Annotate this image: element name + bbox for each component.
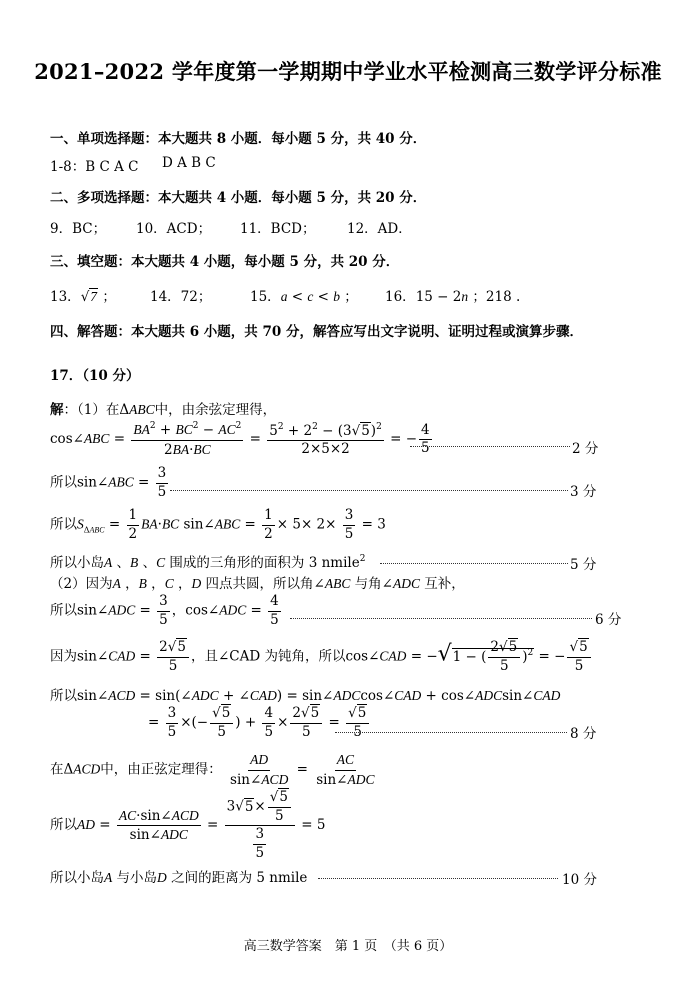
section-4-heading: 四、解答题：本大题共 6 小题，共 70 分，解答应写出文字说明、证明过程或演算步骤． (50, 324, 583, 340)
part2-end: 互补， (424, 576, 465, 592)
answer-q9: 9．BC； (50, 221, 107, 237)
part2-mid: 四点共圆，所以角 (205, 576, 314, 592)
score-6: 6 分 (595, 612, 622, 628)
answer-q12: 12．AD． (347, 221, 412, 237)
area-formula: 所以$S_{\Delta ABC}$ = $\frac{1}{2}$ BA·BC sin∠ABC = $\frac{1}{2}$ × 5× 2× $\frac{3}{5}$ = 3 (50, 507, 386, 542)
dot-leader (335, 732, 567, 733)
sin-acd-expansion: 所以sin∠ACD = sin(∠ADC + ∠CAD) = sin∠ADCcos∠CAD + cos∠ADCsin∠CAD (50, 688, 561, 704)
page-footer: 高三数学答案 第 1 页 （共 6 页） (243, 939, 453, 954)
section-1-answers-a: 1-8：B C A C (50, 159, 139, 175)
so-label: 所以 (50, 817, 77, 834)
part1-intro-tail: 中，由余弦定理得， (154, 402, 277, 418)
distance-tail: 之间的距离为 5 nmile (171, 870, 308, 886)
part1-intro-text: ：（1）在 (63, 402, 120, 418)
sin-cos-adc: 所以sin∠ADC = $\frac{3}{5}$ ，cos∠ADC = $\frac{4}{5}$ (50, 593, 279, 628)
dot-leader (290, 618, 592, 619)
because-label: 因为 (50, 648, 77, 665)
in-label: 在 (50, 761, 64, 778)
so-label: 所以 (50, 516, 77, 533)
q15-label: 15． (250, 289, 281, 305)
answer-q15: 15．a < c < b ； (250, 289, 358, 305)
answer-q11: 11．BCD； (240, 221, 316, 237)
cos-abc-formula: cos∠ABC = $\frac{BA^2 + BC^2 - AC^2}{2BA\cdot BC}$ = $\frac{5^2 + 2^2 - (3√5)^2}{2\times 5\times 2}$ = − $\frac{4}{5}$ (50, 421, 430, 458)
section-1-answers-b: D A B C (162, 155, 216, 171)
section-3-heading: 三、填空题：本大题共 4 小题，每小题 5 分，共 20 分． (50, 254, 400, 270)
ad-computation: 所以AD = $\frac{\text{AC·sin∠ACD}}{\text{sin∠ADC}}$ = 3√5× $\frac{√5}{5}$ $\frac{3}{5}$ = 5 (50, 789, 326, 861)
score-5: 5 分 (570, 557, 597, 573)
so-label: 所以 (50, 602, 77, 619)
dot-leader (318, 878, 558, 879)
area-sentence-head: 所以小岛 (50, 555, 104, 571)
distance-head: 所以小岛 (50, 870, 104, 886)
distance-sentence: 所以小岛A 与小岛D 之间的距离为 5 nmile (50, 870, 308, 886)
score-2: 2 分 (572, 441, 599, 457)
sine-law: 在ΔACD中，由正弦定理得： $\frac{AD}{\text{sin∠ACD}}$ = $\frac{AC}{\text{sin∠ADC}}$ (50, 752, 375, 788)
sin-acd-value: = $\frac{3}{5}$ ×(− $\frac{√5}{5}$ ) + $\frac{4}{5}$ × $\frac{2√5}{5}$ = $\frac{√5}{5}$ (148, 706, 371, 740)
answer-q13: 13．√7 ； (50, 289, 116, 305)
sin-abc: 所以sin∠ABC = $\frac{3}{5}$ (50, 465, 167, 500)
section-1-heading: 一、单项选择题：本大题共 8 小题．每小题 5 分，共 40 分． (50, 131, 427, 147)
solution-label: 解 (50, 402, 64, 418)
part2-mid2: 与角 (354, 576, 382, 592)
dot-leader (380, 563, 568, 564)
so-label: 所以 (50, 474, 77, 491)
cad-values: 因为sin∠CAD = $\frac{2√5}{5}$ ，且∠CAD 为钝角，所以cos∠CAD = −√1 − ( $\frac{2√5}{5}$ )$^2$ = − $\frac{√5}{5}$ (50, 640, 593, 674)
q13-label: 13． (50, 289, 81, 305)
q16-label: 16． (385, 289, 416, 305)
so-label: 所以 (50, 688, 77, 704)
q17-part1-intro: 解：（1）在ΔABC中，由余弦定理得， (50, 402, 277, 418)
score-8: 8 分 (570, 726, 597, 742)
page-title: 2021–2022 学年度第一学期期中学业水平检测高三数学评分标准 (34, 59, 662, 84)
score-10: 10 分 (562, 872, 597, 888)
dot-leader (170, 490, 568, 491)
q17-heading: 17．（10 分） (50, 368, 140, 384)
part2-statement: （2）因为A ，B ，C ，D 四点共圆，所以角∠ABC 与角∠ADC 互补， (50, 576, 465, 592)
area-sentence-tail: 围成的三角形的面积为 3 nmile (169, 555, 360, 571)
section-2-heading: 二、多项选择题：本大题共 4 小题．每小题 5 分，共 20 分． (50, 190, 427, 206)
answer-q14: 14．72； (150, 289, 212, 305)
answer-q16: 16．15 − 2n ；218 . (385, 289, 521, 305)
dot-leader (410, 446, 570, 447)
score-3: 3 分 (570, 484, 597, 500)
part2-head: （2）因为 (50, 576, 113, 592)
obtuse-text: ，且∠CAD 为钝角，所以 (190, 648, 346, 665)
distance-mid: 与小岛 (116, 870, 158, 886)
answer-q10: 10．ACD； (136, 221, 212, 237)
area-sentence: 所以小岛A 、B 、C 围成的三角形的面积为 3 nmile$^2$ (50, 554, 366, 571)
in-acd-tail: 中，由正弦定理得： (100, 761, 222, 778)
